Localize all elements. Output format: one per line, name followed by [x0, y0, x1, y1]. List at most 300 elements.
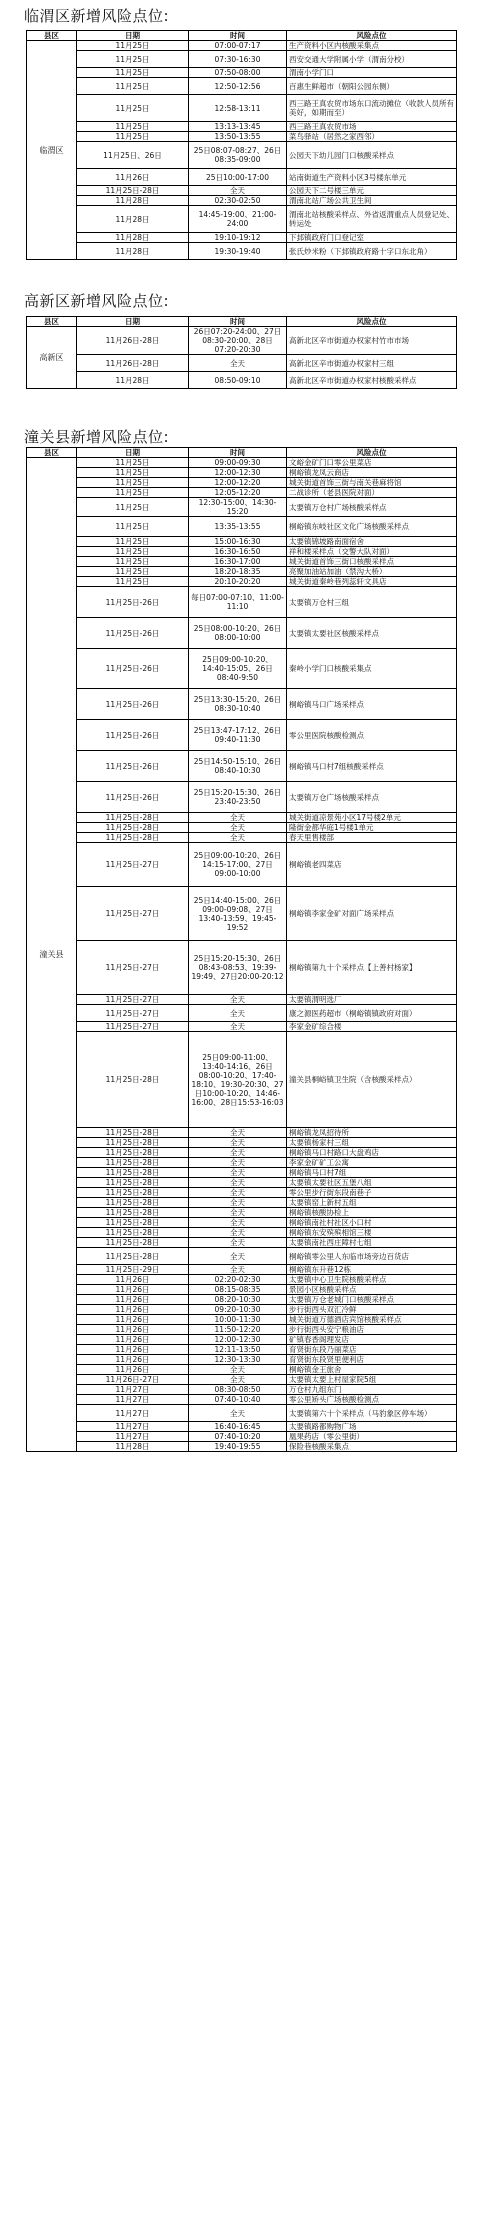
risk-location-cell: 步行街西头双汇冷鲜 — [287, 1305, 457, 1315]
date-cell: 11月25日-28日 — [77, 1188, 189, 1198]
time-cell: 全天 — [189, 1405, 287, 1422]
table-row — [27, 577, 457, 587]
time-cell: 25日09:00-10:20、26日14:15-17:00、27日09:00-10:00 — [189, 843, 287, 887]
risk-location-cell: 亮聚加油站加油（禁沟大桥） — [287, 567, 457, 577]
table-row — [27, 51, 457, 68]
time-cell: 15:00-16:30 — [189, 537, 287, 547]
time-cell: 07:30-16:30 — [189, 51, 287, 68]
risk-location-cell: 太要镇渭明选厂 — [287, 995, 457, 1005]
date-cell: 11月25日-26日 — [77, 618, 189, 649]
table-row — [27, 547, 457, 557]
date-cell: 11月28日 — [77, 233, 189, 243]
time-cell: 全天 — [189, 355, 287, 372]
date-cell: 11月25日-28日 — [77, 1198, 189, 1208]
table-row — [27, 1395, 457, 1405]
risk-location-cell: 桐峪镇东升巷12栋 — [287, 1265, 457, 1275]
time-cell: 19:30-19:40 — [189, 243, 287, 260]
risk-location-cell: 城关街道首饰三街与南关巷麻将馆 — [287, 478, 457, 488]
risk-location-cell: 李家金矿矿工公寓 — [287, 1158, 457, 1168]
table-row — [27, 1148, 457, 1158]
date-cell: 11月25日-27日 — [77, 887, 189, 941]
time-cell: 全天 — [189, 1265, 287, 1275]
time-cell: 全天 — [189, 1375, 287, 1385]
date-cell: 11月25日-28日 — [77, 823, 189, 833]
column-header: 风险点位 — [287, 317, 457, 327]
risk-location-cell: 育贤街东段乃丽菜店 — [287, 1345, 457, 1355]
risk-location-cell: 菜鸟驿站（居然之家西邻） — [287, 132, 457, 142]
date-cell: 11月25日 — [77, 567, 189, 577]
section-title-gaoxin: 高新区新增风险点位: — [24, 292, 170, 310]
table-row — [27, 1325, 457, 1335]
table-row — [27, 186, 457, 196]
time-cell: 13:50-13:55 — [189, 132, 287, 142]
risk-location-cell: 景园小区核酸采样点 — [287, 1285, 457, 1295]
time-cell: 08:30-08:50 — [189, 1385, 287, 1395]
table-row — [27, 557, 457, 567]
risk-location-cell: 步行街西头安宁粮油店 — [287, 1325, 457, 1335]
table-row — [27, 1345, 457, 1355]
table-row — [27, 41, 457, 51]
date-cell: 11月25日 — [77, 517, 189, 537]
table-row — [27, 843, 457, 887]
table-row — [27, 1422, 457, 1432]
table-row — [27, 1265, 457, 1275]
time-cell: 12:30-15:00、14:30-15:20 — [189, 498, 287, 517]
date-cell: 11月26日 — [77, 1365, 189, 1375]
table-row — [27, 468, 457, 478]
risk-location-cell: 城关街道秦岭巷列蕊轩文具店 — [287, 577, 457, 587]
table-row — [27, 649, 457, 689]
risk-location-cell: 西三路王真农贸市场东口流动摊位（收款人员所有美好，如期而至） — [287, 95, 457, 122]
date-cell: 11月25日-28日 — [77, 813, 189, 823]
risk-location-cell: 渭南北站核酸采样点、外省返渭重点人员登记处、转运处 — [287, 206, 457, 233]
date-cell: 11月25日 — [77, 78, 189, 95]
time-cell: 全天 — [189, 1198, 287, 1208]
date-cell: 11月25日 — [77, 41, 189, 51]
date-cell: 11月25日 — [77, 68, 189, 78]
time-cell: 02:30-02:50 — [189, 196, 287, 206]
risk-location-cell: 桐峪镇龙凤云商店 — [287, 468, 457, 478]
table-row — [27, 567, 457, 577]
time-cell: 全天 — [189, 1178, 287, 1188]
risk-location-cell: 百惠生鲜超市（朝阳公园东侧） — [287, 78, 457, 95]
time-cell: 25日15:20-15:30、26日08:43-08:53、19:39-19:49、27日20:00-20:12 — [189, 941, 287, 995]
risk-location-cell: 公园天下幼儿园门口核酸采样点 — [287, 142, 457, 169]
date-cell: 11月25日 — [77, 498, 189, 517]
risk-location-cell: 生产资料小区内核酸采集点 — [287, 41, 457, 51]
time-cell: 全天 — [189, 1228, 287, 1238]
risk-location-cell: 凰果药店（零公里街） — [287, 1432, 457, 1442]
date-cell: 11月25日-28日 — [77, 1138, 189, 1148]
risk-location-cell: 太要镇太要社区核酸采样点 — [287, 618, 457, 649]
time-cell: 02:20-02:30 — [189, 1275, 287, 1285]
time-cell: 18:20-18:35 — [189, 567, 287, 577]
table-row — [27, 1138, 457, 1148]
table-row — [27, 1208, 457, 1218]
time-cell: 25日08:00-10:20、26日08:00-10:00 — [189, 618, 287, 649]
table-row — [27, 1275, 457, 1285]
column-header: 县区 — [27, 317, 77, 327]
risk-location-cell: 育贤街东段贤里便利店 — [287, 1355, 457, 1365]
table-row — [27, 833, 457, 843]
risk-location-cell: 太要镇万仓老城门口核酸采样点 — [287, 1295, 457, 1305]
risk-location-cell: 太要镇路都购物广场 — [287, 1422, 457, 1432]
time-cell: 全天 — [189, 1238, 287, 1248]
date-cell: 11月25日 — [77, 468, 189, 478]
time-cell: 12:00-12:30 — [189, 468, 287, 478]
date-cell: 11月27日 — [77, 1395, 189, 1405]
table-row — [27, 720, 457, 751]
time-cell: 全天 — [189, 1208, 287, 1218]
risk-location-cell: 渭南小学门口 — [287, 68, 457, 78]
risk-location-cell: 矿镇春香阁理发店 — [287, 1335, 457, 1345]
risk-table-tongguan — [26, 447, 457, 1452]
section-title-linwei: 临渭区新增风险点位: — [24, 7, 170, 25]
time-cell: 12:00-12:30 — [189, 1335, 287, 1345]
date-cell: 11月25日 — [77, 478, 189, 488]
date-cell: 11月25日-28日 — [77, 833, 189, 843]
table-row — [27, 1178, 457, 1188]
date-cell: 11月26日 — [77, 1355, 189, 1365]
time-cell: 10:00-11:30 — [189, 1315, 287, 1325]
risk-location-cell: 太要镇中心卫生院核酸采样点 — [287, 1275, 457, 1285]
time-cell: 19:40-19:55 — [189, 1442, 287, 1452]
table-row — [27, 887, 457, 941]
table-row — [27, 1228, 457, 1238]
time-cell: 全天 — [189, 1138, 287, 1148]
time-cell: 25日09:00-11:00、13:40-14:16、26日08:00-10:20、17:40-18:10、19:30-20:30、27日10:00-10:20、14:46-16:00、28日15:53-16:03 — [189, 1032, 287, 1128]
risk-location-cell: 桐峪镇核酸协检上 — [287, 1208, 457, 1218]
table-header-row — [27, 317, 457, 327]
column-header: 风险点位 — [287, 448, 457, 458]
risk-location-cell: 太要镇第六十个采样点（马豹象区停车场） — [287, 1405, 457, 1422]
risk-location-cell: 桐峪镇龙凤招待所 — [287, 1128, 457, 1138]
risk-location-cell: 万仓村九组东门 — [287, 1385, 457, 1395]
table-row — [27, 1375, 457, 1385]
time-cell: 全天 — [189, 1188, 287, 1198]
time-cell: 08:20-10:30 — [189, 1295, 287, 1305]
risk-location-cell: 高新北区辛市街道办权家村核酸采样点 — [287, 372, 457, 389]
time-cell: 全天 — [189, 1168, 287, 1178]
table-row — [27, 1022, 457, 1032]
table-row — [27, 1188, 457, 1198]
time-cell: 25日13:30-15:20、26日08:30-10:40 — [189, 689, 287, 720]
table-row — [27, 1295, 457, 1305]
time-cell: 全天 — [189, 995, 287, 1005]
date-cell: 11月25日-28日 — [77, 1208, 189, 1218]
date-cell: 11月25日-28日 — [77, 1248, 189, 1265]
table-row — [27, 618, 457, 649]
risk-location-cell: 太要镇万仓村三组 — [287, 587, 457, 618]
table-row — [27, 1032, 457, 1128]
risk-location-cell: 桐峪镇马口村7组 — [287, 1168, 457, 1178]
risk-location-cell: 西三路王真农贸市场 — [287, 122, 457, 132]
date-cell: 11月26日 — [77, 1275, 189, 1285]
table-row — [27, 941, 457, 995]
table-row — [27, 233, 457, 243]
table-row — [27, 1218, 457, 1228]
table-row — [27, 196, 457, 206]
date-cell: 11月26日 — [77, 169, 189, 186]
time-cell: 全天 — [189, 813, 287, 823]
time-cell: 20:10-20:20 — [189, 577, 287, 587]
time-cell: 全天 — [189, 823, 287, 833]
table-row — [27, 537, 457, 547]
time-cell: 11:50-12:20 — [189, 1325, 287, 1335]
date-cell: 11月25日 — [77, 488, 189, 498]
risk-location-cell: 保险巷核酸采集点 — [287, 1442, 457, 1452]
date-cell: 11月25日-28日 — [77, 1178, 189, 1188]
table-row — [27, 78, 457, 95]
risk-location-cell: 张氏炒米粉（下邽镇政府路十字口东北角） — [287, 243, 457, 260]
risk-location-cell: 太要镇杨家村三组 — [287, 1138, 457, 1148]
table-row — [27, 95, 457, 122]
table-row — [27, 355, 457, 372]
county-cell: 临渭区 — [27, 41, 77, 260]
table-row — [27, 1285, 457, 1295]
time-cell: 全天 — [189, 1365, 287, 1375]
risk-location-cell: 渭南北站广场公共卫生间 — [287, 196, 457, 206]
risk-location-cell: 高新北区辛市街道办权家村竹市市场 — [287, 327, 457, 355]
date-cell: 11月26日 — [77, 1305, 189, 1315]
date-cell: 11月25日-26日 — [77, 689, 189, 720]
date-cell: 11月25日 — [77, 132, 189, 142]
risk-location-cell: 桐峪镇南社村社区小口村 — [287, 1218, 457, 1228]
table-row — [27, 1442, 457, 1452]
time-cell: 08:50-09:10 — [189, 372, 287, 389]
risk-location-cell: 二战诊所（老县医院对面） — [287, 488, 457, 498]
date-cell: 11月26日 — [77, 1325, 189, 1335]
risk-location-cell: 太要镇太要社区五堡八组 — [287, 1178, 457, 1188]
time-cell: 12:50-12:56 — [189, 78, 287, 95]
date-cell: 11月25日-28日 — [77, 1128, 189, 1138]
table-row — [27, 478, 457, 488]
risk-location-cell: 潼关县桐峪镇卫生院（含核酸采样点） — [287, 1032, 457, 1128]
time-cell: 全天 — [189, 833, 287, 843]
table-header-row — [27, 31, 457, 41]
time-cell: 全天 — [189, 1128, 287, 1138]
table-row — [27, 1128, 457, 1138]
date-cell: 11月26日-28日 — [77, 355, 189, 372]
risk-location-cell: 文峪金矿门口零公里菜店 — [287, 458, 457, 468]
time-cell: 07:50-08:00 — [189, 68, 287, 78]
risk-location-cell: 零公里矫头广场核酸检测点 — [287, 1395, 457, 1405]
risk-location-cell: 太要镇万仓村广场核酸采样点 — [287, 498, 457, 517]
date-cell: 11月26日 — [77, 1315, 189, 1325]
date-cell: 11月25日 — [77, 122, 189, 132]
risk-location-cell: 太要镇南社西庄障村七组 — [287, 1238, 457, 1248]
date-cell: 11月26日-27日 — [77, 1375, 189, 1385]
risk-location-cell: 公园天下二号楼三单元 — [287, 186, 457, 196]
time-cell: 19:10-19:12 — [189, 233, 287, 243]
column-header: 时间 — [189, 31, 287, 41]
column-header: 日期 — [77, 448, 189, 458]
date-cell: 11月25日-28日 — [77, 1238, 189, 1248]
risk-location-cell: 桐峪镇东岐社区文化广场核酸采样点 — [287, 517, 457, 537]
table-row — [27, 169, 457, 186]
table-row — [27, 1168, 457, 1178]
date-cell: 11月25日 — [77, 95, 189, 122]
table-header-row — [27, 448, 457, 458]
table-row — [27, 1305, 457, 1315]
risk-location-cell: 西安交通大学附属小学（渭南分校） — [287, 51, 457, 68]
date-cell: 11月25日-26日 — [77, 649, 189, 689]
risk-location-cell: 桐峪镇李家金矿对面广场采样点 — [287, 887, 457, 941]
table-row — [27, 68, 457, 78]
risk-location-cell: 桐峪镇第九十个采样点【上善村杨家】 — [287, 941, 457, 995]
date-cell: 11月26日-28日 — [77, 327, 189, 355]
date-cell: 11月25日 — [77, 51, 189, 68]
date-cell: 11月25日-27日 — [77, 1005, 189, 1022]
column-header: 日期 — [77, 31, 189, 41]
table-row — [27, 498, 457, 517]
risk-location-cell: 康之源医药超市（桐峪镇镇政府对面） — [287, 1005, 457, 1022]
date-cell: 11月27日 — [77, 1432, 189, 1442]
date-cell: 11月27日 — [77, 1422, 189, 1432]
time-cell: 全天 — [189, 1218, 287, 1228]
time-cell: 25日14:50-15:10、26日08:40-10:30 — [189, 751, 287, 782]
date-cell: 11月25日-26日 — [77, 751, 189, 782]
column-header: 风险点位 — [287, 31, 457, 41]
time-cell: 25日08:07-08:27、26日08:35-09:00 — [189, 142, 287, 169]
time-cell: 全天 — [189, 1248, 287, 1265]
date-cell: 11月25日 — [77, 458, 189, 468]
date-cell: 11月25日-27日 — [77, 843, 189, 887]
county-cell: 潼关县 — [27, 458, 77, 1452]
table-row — [27, 142, 457, 169]
date-cell: 11月26日 — [77, 1295, 189, 1305]
time-cell: 12:05-12:20 — [189, 488, 287, 498]
time-cell: 全天 — [189, 1148, 287, 1158]
table-row — [27, 327, 457, 355]
table-row — [27, 689, 457, 720]
date-cell: 11月25日、26日 — [77, 142, 189, 169]
date-cell: 11月28日 — [77, 206, 189, 233]
date-cell: 11月25日-28日 — [77, 1168, 189, 1178]
risk-location-cell: 桐峪镇马口村路口大盘鸡店 — [287, 1148, 457, 1158]
date-cell: 11月27日 — [77, 1405, 189, 1422]
table-row — [27, 132, 457, 142]
date-cell: 11月25日-29日 — [77, 1265, 189, 1275]
time-cell: 13:35-13:55 — [189, 517, 287, 537]
table-row — [27, 488, 457, 498]
time-cell: 14:45-19:00、21:00-24:00 — [189, 206, 287, 233]
time-cell: 16:30-16:50 — [189, 547, 287, 557]
column-header: 日期 — [77, 317, 189, 327]
date-cell: 11月25日-27日 — [77, 941, 189, 995]
time-cell: 09:20-10:30 — [189, 1305, 287, 1315]
time-cell: 09:00-09:30 — [189, 458, 287, 468]
date-cell: 11月27日 — [77, 1385, 189, 1395]
risk-location-cell: 高新北区辛市街道办权家村三组 — [287, 355, 457, 372]
risk-location-cell: 秦岭小学门口核酸采集点 — [287, 649, 457, 689]
time-cell: 25日14:40-15:00、26日09:00-09:08、27日13:40-13:59、19:45-19:52 — [189, 887, 287, 941]
time-cell: 全天 — [189, 186, 287, 196]
county-cell: 高新区 — [27, 327, 77, 389]
column-header: 时间 — [189, 448, 287, 458]
time-cell: 12:00-12:20 — [189, 478, 287, 488]
date-cell: 11月25日-28日 — [77, 1218, 189, 1228]
table-row — [27, 1365, 457, 1375]
time-cell: 25日10:00-17:00 — [189, 169, 287, 186]
table-row — [27, 782, 457, 813]
date-cell: 11月25日-27日 — [77, 995, 189, 1005]
date-cell: 11月25日-26日 — [77, 720, 189, 751]
date-cell: 11月28日 — [77, 1442, 189, 1452]
time-cell: 25日15:20-15:30、26日23:40-23:50 — [189, 782, 287, 813]
table-row — [27, 1158, 457, 1168]
time-cell: 全天 — [189, 1022, 287, 1032]
time-cell: 16:40-16:45 — [189, 1422, 287, 1432]
time-cell: 12:58-13:11 — [189, 95, 287, 122]
risk-location-cell: 桐峪镇东安殡殡相馆三楼 — [287, 1228, 457, 1238]
risk-location-cell: 桐峪镇零公里人东临市场旁边百货店 — [287, 1248, 457, 1265]
table-row — [27, 1315, 457, 1325]
date-cell: 11月26日 — [77, 1345, 189, 1355]
date-cell: 11月25日 — [77, 557, 189, 567]
time-cell: 每日07:00-07:10、11:00-11:10 — [189, 587, 287, 618]
risk-location-cell: 隆街金都华庭1号楼1单元 — [287, 823, 457, 833]
risk-table-linwei — [26, 30, 457, 260]
table-row — [27, 1405, 457, 1422]
date-cell: 11月25日 — [77, 537, 189, 547]
time-cell: 12:30-13:30 — [189, 1355, 287, 1365]
date-cell: 11月26日 — [77, 1335, 189, 1345]
risk-table-gaoxin — [26, 316, 457, 389]
table-row — [27, 1432, 457, 1442]
table-row — [27, 372, 457, 389]
risk-location-cell: 城关街道首饰三街口核酸采样点 — [287, 557, 457, 567]
column-header: 时间 — [189, 317, 287, 327]
section-title-tongguan: 潼关县新增风险点位: — [24, 428, 170, 446]
time-cell: 全天 — [189, 1158, 287, 1168]
time-cell: 全天 — [189, 1005, 287, 1022]
time-cell: 16:30-17:00 — [189, 557, 287, 567]
table-row — [27, 1238, 457, 1248]
date-cell: 11月25日-28日 — [77, 1148, 189, 1158]
table-row — [27, 823, 457, 833]
time-cell: 08:15-08:35 — [189, 1285, 287, 1295]
risk-location-cell: 桐峪镇金王旅舍 — [287, 1365, 457, 1375]
date-cell: 11月28日 — [77, 196, 189, 206]
time-cell: 07:40-10:20 — [189, 1432, 287, 1442]
risk-location-cell: 太要镇太要上村屋家院5组 — [287, 1375, 457, 1385]
date-cell: 11月25日-28日 — [77, 186, 189, 196]
table-row — [27, 458, 457, 468]
table-row — [27, 751, 457, 782]
time-cell: 07:00-07:17 — [189, 41, 287, 51]
risk-location-cell: 下邽镇政府门口登记室 — [287, 233, 457, 243]
risk-location-cell: 太要镇万仓广场核酸采样点 — [287, 782, 457, 813]
time-cell: 12:11-13:50 — [189, 1345, 287, 1355]
table-row — [27, 122, 457, 132]
date-cell: 11月25日-27日 — [77, 1022, 189, 1032]
column-header: 县区 — [27, 448, 77, 458]
column-header: 县区 — [27, 31, 77, 41]
risk-location-cell: 李家金矿综合楼 — [287, 1022, 457, 1032]
table-row — [27, 1005, 457, 1022]
date-cell: 11月28日 — [77, 372, 189, 389]
risk-location-cell: 零公里步行街东段南巷子 — [287, 1188, 457, 1198]
date-cell: 11月25日 — [77, 547, 189, 557]
time-cell: 07:40-10:40 — [189, 1395, 287, 1405]
table-row — [27, 995, 457, 1005]
table-row — [27, 587, 457, 618]
date-cell: 11月25日-28日 — [77, 1158, 189, 1168]
date-cell: 11月26日 — [77, 1285, 189, 1295]
risk-location-cell: 太要镇窑上新村五组 — [287, 1198, 457, 1208]
date-cell: 11月28日 — [77, 243, 189, 260]
